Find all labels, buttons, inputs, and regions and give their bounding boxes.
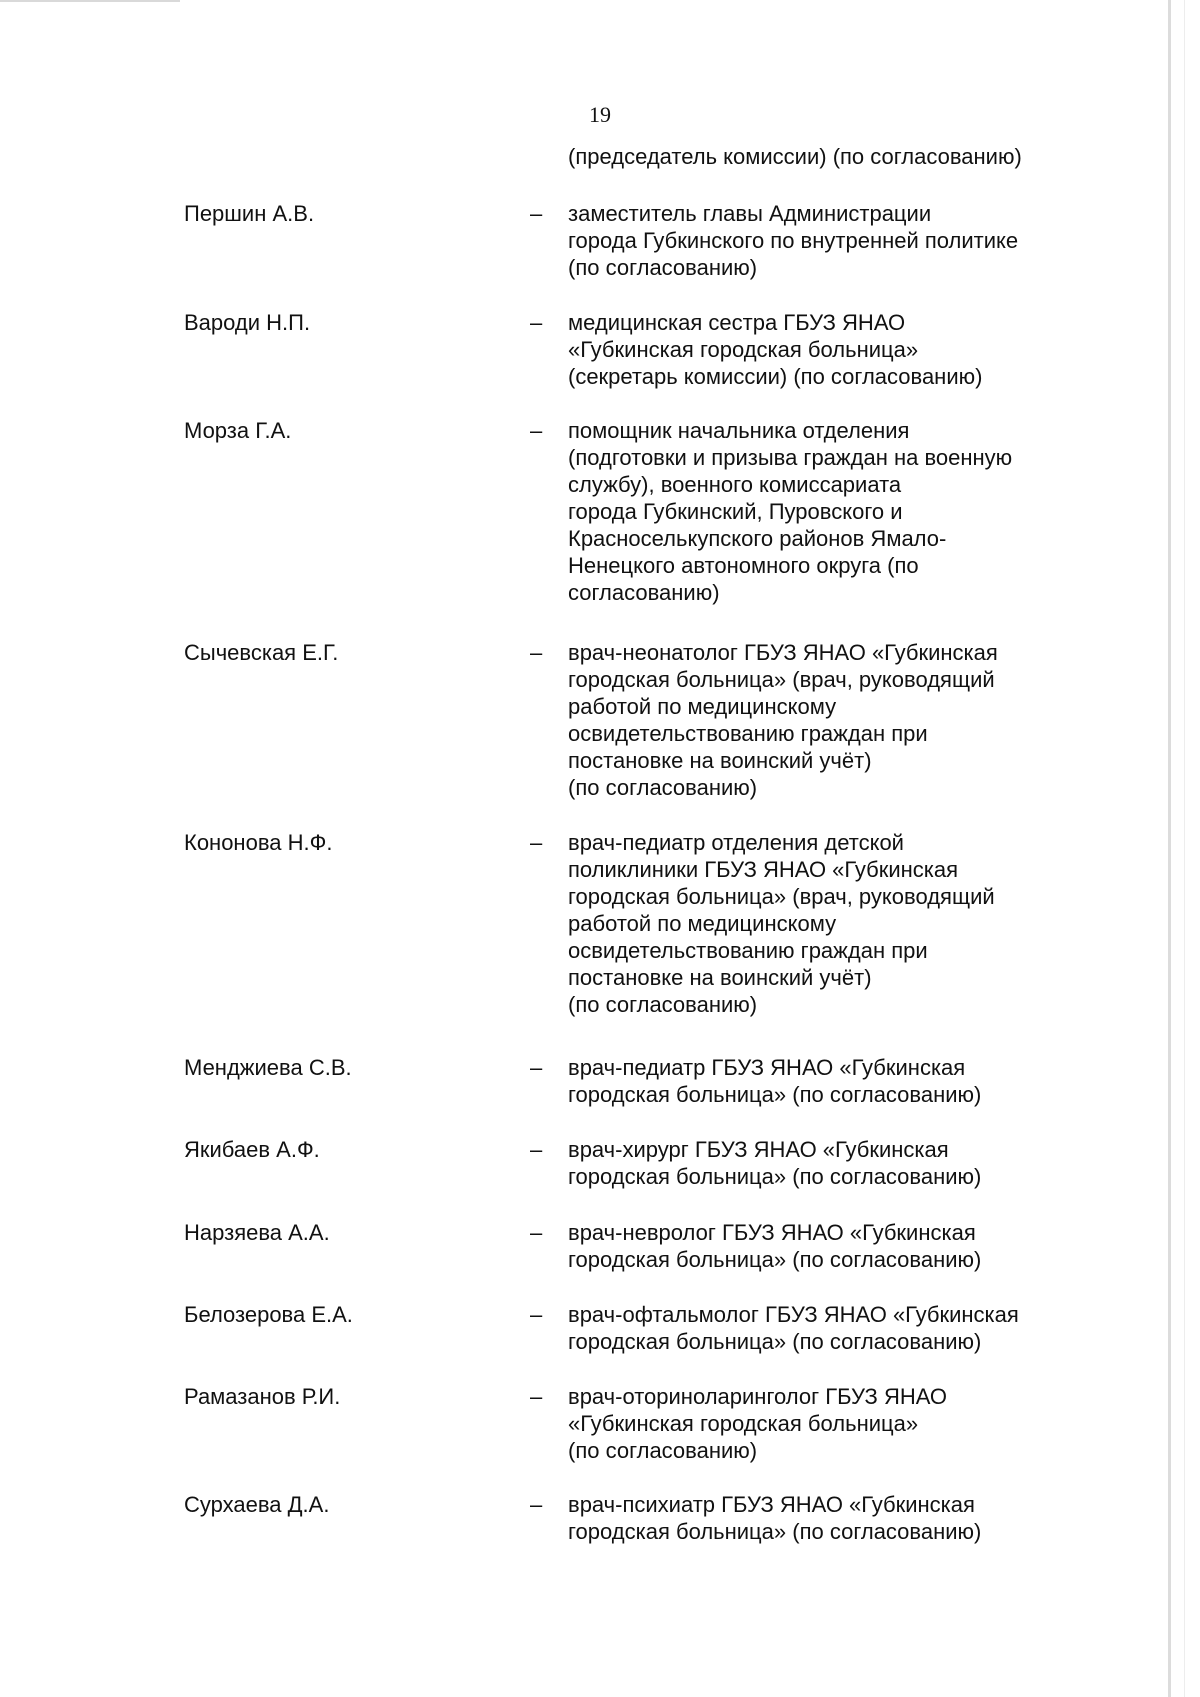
member-role [568,200,1128,281]
member-role [568,1383,1128,1464]
member-role-line: города Губкинского по внутренней политике [568,228,1019,253]
member-name: Вароди Н.П. [184,310,311,335]
member-name: Рамазанов Р.И. [184,1384,341,1409]
member-role-line: службу), военного комиссариата [568,472,902,497]
member-role-line: городская больница» (врач, руководящий [568,667,995,692]
member-name: Кононова Н.Ф. [184,830,333,855]
member-role-line: постановке на воинский учёт) [568,748,872,773]
member-role-line: Красноселькупского районов Ямало- [568,526,947,551]
member-role-line: Ненецкого автономного округа (по [568,553,919,578]
member-role [568,309,1128,390]
member-role-line: заместитель главы Администрации [568,201,932,226]
member-name: Якибаев А.Ф. [184,1137,320,1162]
member-dash: – [530,830,543,855]
member-role-line: (по согласованию) [568,775,758,800]
member-dash: – [530,640,543,665]
member-role [568,1301,1128,1355]
scan-edge-right [1168,0,1171,1697]
member-dash: – [530,1302,543,1327]
scan-edge-top-left [0,0,180,2]
member-dash: – [530,418,543,443]
member-role-line: (по согласованию) [568,992,758,1017]
member-dash: – [530,1492,543,1517]
member-role-line: (по согласованию) [568,1438,758,1463]
member-role-line: города Губкинский, Пуровского и [568,499,903,524]
member-role [568,417,1128,606]
member-role-line: «Губкинская городская больница» [568,1411,919,1436]
member-role-line: работой по медицинскому [568,694,837,719]
member-role-line: работой по медицинскому [568,911,837,936]
member-dash: – [530,1055,543,1080]
member-role-line: освидетельствованию граждан при [568,938,928,963]
member-dash: – [530,1220,543,1245]
member-role-line: врач-психиатр ГБУЗ ЯНАО «Губкинская [568,1492,975,1517]
member-name: Менджиева С.В. [184,1055,352,1080]
member-role-line: освидетельствованию граждан при [568,721,928,746]
member-role-line: городская больница» (по согласованию) [568,1082,982,1107]
member-dash: – [530,1137,543,1162]
member-role-line: городская больница» (по согласованию) [568,1247,982,1272]
member-role [568,1054,1128,1108]
continuation-text: (председатель комиссии) (по согласованию) [568,144,1022,169]
member-dash: – [530,1384,543,1409]
member-role-line: врач-оториноларинголог ГБУЗ ЯНАО [568,1384,948,1409]
scan-edge-right-secondary [1184,0,1185,1697]
member-role-line: (секретарь комиссии) (по согласованию) [568,364,983,389]
member-role-line: врач-неонатолог ГБУЗ ЯНАО «Губкинская [568,640,998,665]
member-role-line: врач-педиатр ГБУЗ ЯНАО «Губкинская [568,1055,966,1080]
member-role [568,1491,1128,1545]
member-role-line: городская больница» (по согласованию) [568,1329,982,1354]
member-role-line: (по согласованию) [568,255,758,280]
member-role-line: городская больница» (врач, руководящий [568,884,995,909]
member-role-line: «Губкинская городская больница» [568,337,919,362]
member-role [568,1136,1128,1190]
member-role-line: поликлиники ГБУЗ ЯНАО «Губкинская [568,857,959,882]
member-name: Белозерова Е.А. [184,1302,353,1327]
member-dash: – [530,310,543,335]
member-role-line: помощник начальника отделения [568,418,910,443]
member-name: Морза Г.А. [184,418,292,443]
member-role-line: врач-невролог ГБУЗ ЯНАО «Губкинская [568,1220,976,1245]
member-name: Нарзяева А.А. [184,1220,330,1245]
member-role-line: городская больница» (по согласованию) [568,1164,982,1189]
member-role-line: постановке на воинский учёт) [568,965,872,990]
member-name: Сычевская Е.Г. [184,640,339,665]
member-role-line: медицинская сестра ГБУЗ ЯНАО [568,310,906,335]
page-number: 19 [589,102,611,127]
member-name: Сурхаева Д.А. [184,1492,330,1517]
member-role-line: врач-хирург ГБУЗ ЯНАО «Губкинская [568,1137,949,1162]
member-dash: – [530,201,543,226]
member-role-line: (подготовки и призыва граждан на военную [568,445,1013,470]
member-role [568,639,1128,801]
member-role-line: городская больница» (по согласованию) [568,1519,982,1544]
member-role-line: согласованию) [568,580,720,605]
member-name: Першин А.В. [184,201,315,226]
member-role-line: врач-педиатр отделения детской [568,830,904,855]
member-role [568,1219,1128,1273]
member-role [568,829,1128,1018]
member-role-line: врач-офтальмолог ГБУЗ ЯНАО «Губкинская [568,1302,1019,1327]
